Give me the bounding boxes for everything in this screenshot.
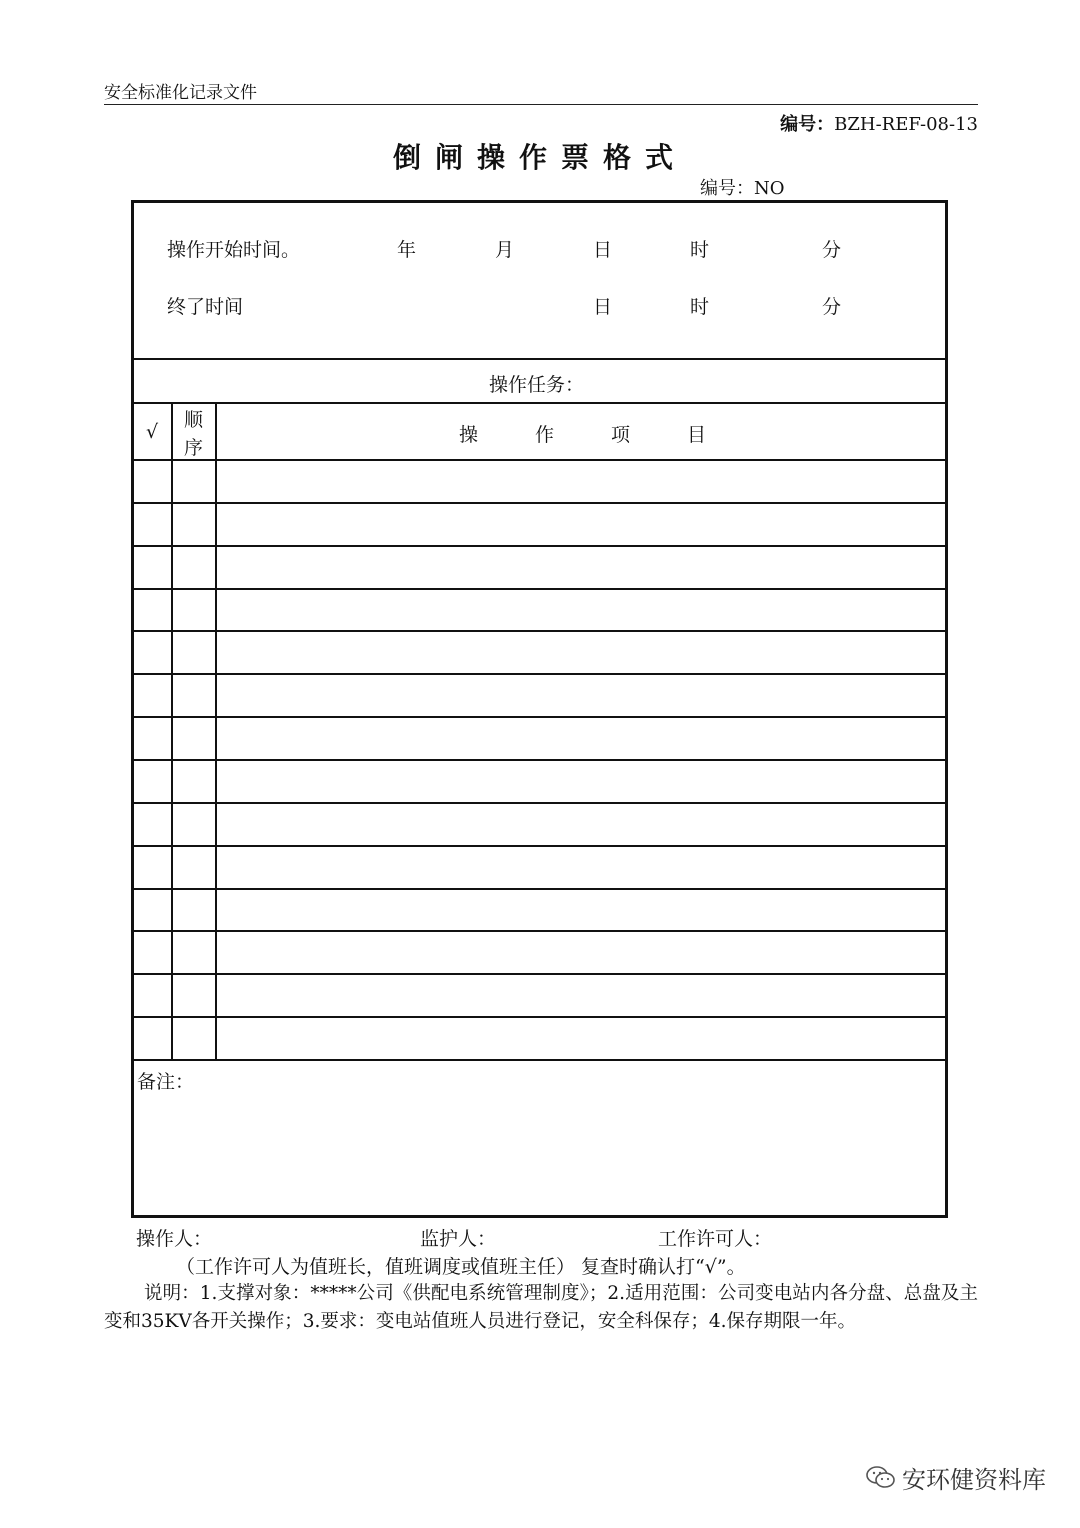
check-column-header: √ [146,421,159,443]
start-time-label: 操作开始时间。 [167,239,301,261]
table-row-line [134,716,945,718]
description-text: 说明：1.支撑对象：*****公司《供配电系统管理制度》；2.适用范围：公司变电站内各分盘、总盘及主变和35KV各开关操作；3.要求：变电站值班人员进行登记，安全科保存；4.保存期限一年。 [104,1283,978,1332]
table-row-line [134,630,945,632]
item-column-header-1: 操 [459,424,479,446]
table-row-line [134,888,945,890]
order-column-header-1: 顺 [184,409,204,431]
table-row-line [134,545,945,547]
start-minute-unit: 分 [822,239,842,261]
end-hour-unit: 时 [690,296,710,318]
permit-person-label: 工作许可人： [658,1228,773,1250]
document-code-value: BZH-REF-08-13 [834,114,978,135]
task-label: 操作任务： [489,374,585,396]
table-row-line [134,845,945,847]
remarks-label: 备注： [137,1071,195,1093]
start-day-unit: 日 [593,239,613,261]
time-section-divider [134,358,945,360]
item-column-header-3: 项 [611,424,631,446]
document-code-label: 编号： [780,114,835,135]
item-column-header-4: 目 [687,424,707,446]
watermark [866,1460,1046,1495]
wechat-icon [866,1465,896,1491]
end-minute-unit: 分 [822,296,842,318]
permit-note: （工作许可人为值班长，值班调度或值班主任） 复查时确认打“√”。 [176,1256,746,1278]
table-row-line [134,459,945,461]
task-divider [134,402,945,404]
operation-ticket-form [131,200,948,1218]
table-row-line [134,1016,945,1018]
end-time-label: 终了时间 [167,296,244,318]
table-row-line [134,502,945,504]
serial-number: 编号：NO [700,178,785,199]
start-year-unit: 年 [397,239,417,261]
operator-label: 操作人： [136,1228,213,1250]
table-row-line [134,588,945,590]
header-divider [104,104,978,105]
start-month-unit: 月 [495,239,515,261]
page-title: 倒闸操作票格式 [392,141,687,174]
item-column-header-2: 作 [535,424,555,446]
table-row-line [134,759,945,761]
table-bottom-border [134,1059,945,1061]
table-row-line [134,973,945,975]
start-hour-unit: 时 [690,239,710,261]
table-row-line [134,802,945,804]
table-row-line [134,930,945,932]
order-column-header-2: 序 [184,437,204,459]
table-row-line [134,673,945,675]
header-category: 安全标准化记录文件 [104,83,257,103]
supervisor-label: 监护人： [420,1228,497,1250]
watermark-text: 安环健资料库 [902,1466,1046,1494]
description [104,1280,978,1336]
document-code [780,110,978,136]
end-day-unit: 日 [593,296,613,318]
